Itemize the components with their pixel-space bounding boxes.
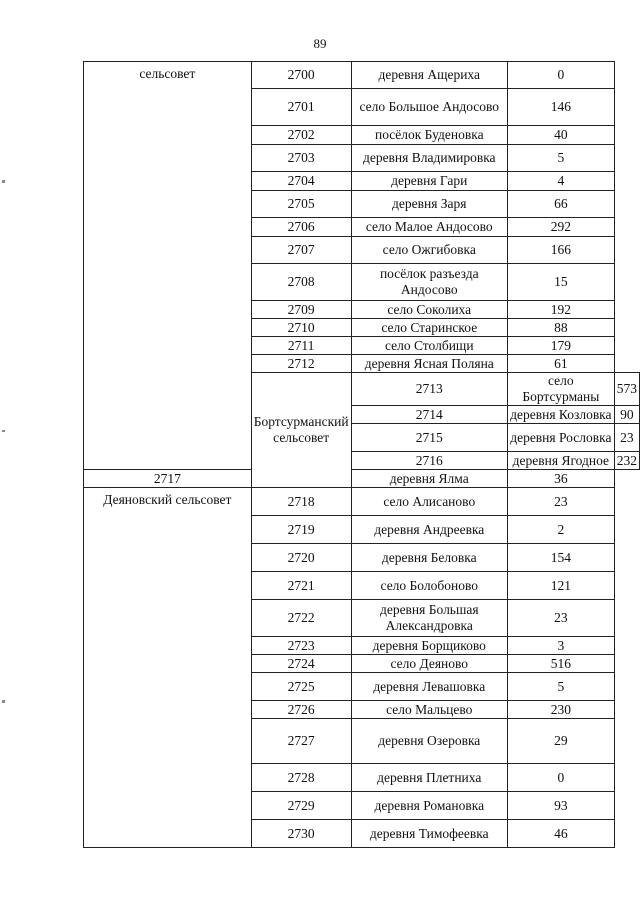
population-cell: 61 [507,355,614,373]
settlement-name-cell: деревня Заря [351,191,507,218]
population-cell: 23 [614,424,639,452]
population-cell: 15 [507,264,614,301]
settlement-name-cell: село Соколиха [351,301,507,319]
population-cell: 5 [507,145,614,172]
settlement-number-cell: 2704 [251,172,351,191]
settlement-number-cell: 2701 [251,89,351,126]
settlement-name-cell: деревня Рословка [507,424,614,452]
population-cell: 230 [507,701,614,719]
population-cell: 0 [507,62,614,89]
settlement-number-cell: 2729 [251,792,351,820]
population-cell: 292 [507,218,614,237]
population-cell: 36 [507,470,614,488]
settlement-number-cell: 2726 [251,701,351,719]
population-cell: 2 [507,516,614,544]
population-cell: 46 [507,820,614,848]
table-row [84,488,640,516]
population-cell: 23 [507,488,614,516]
settlement-number-cell: 2719 [251,516,351,544]
settlement-name-cell: деревня Ялма [351,470,507,488]
settlement-number-cell: 2713 [351,373,507,406]
population-cell: 166 [507,237,614,264]
population-cell: 4 [507,172,614,191]
population-cell: 3 [507,637,614,655]
settlement-number-cell: 2725 [251,673,351,701]
district-cell: сельсовет [84,62,252,470]
settlement-number-cell: 2722 [251,600,351,637]
settlement-number-cell: 2706 [251,218,351,237]
page-number: 89 [313,36,327,51]
settlement-name-cell: деревня Тимофеевка [351,820,507,848]
settlement-number-cell: 2702 [251,126,351,145]
population-cell: 232 [614,452,639,470]
settlement-name-cell: деревня Ясная Поляна [351,355,507,373]
settlement-name-cell: деревня Беловка [351,544,507,572]
settlement-number-cell: 2709 [251,301,351,319]
population-cell: 23 [507,600,614,637]
settlement-number-cell: 2717 [84,470,252,488]
population-cell: 88 [507,319,614,337]
population-cell: 0 [507,764,614,792]
table-body [84,62,640,848]
population-cell: 93 [507,792,614,820]
settlement-name-cell: село Ожгибовка [351,237,507,264]
settlement-name-cell: деревня Озеровка [351,719,507,764]
district-cell: Бортсурманский сельсовет [251,373,351,488]
settlement-name-cell: деревня Ягодное [507,452,614,470]
settlement-name-cell: село Большое Андосово [351,89,507,126]
settlement-number-cell: 2727 [251,719,351,764]
population-cell: 192 [507,301,614,319]
population-cell: 66 [507,191,614,218]
district-cell: Деяновский сельсовет [84,488,252,848]
settlement-name-cell: деревня Плетниха [351,764,507,792]
settlement-number-cell: 2708 [251,264,351,301]
settlement-name-cell: деревня Левашовка [351,673,507,701]
settlement-name-cell: деревня Романовка [351,792,507,820]
settlement-name-cell: деревня Владимировка [351,145,507,172]
settlement-number-cell: 2720 [251,544,351,572]
settlement-name-cell: деревня Большая Александровка [351,600,507,637]
settlement-number-cell: 2714 [351,406,507,424]
population-cell: 40 [507,126,614,145]
settlement-number-cell: 2712 [251,355,351,373]
population-cell: 179 [507,337,614,355]
settlement-number-cell: 2715 [351,424,507,452]
settlement-name-cell: село Болобоново [351,572,507,600]
population-cell: 573 [614,373,639,406]
settlement-number-cell: 2723 [251,637,351,655]
settlement-name-cell: посёлок Буденовка [351,126,507,145]
settlement-name-cell: деревня Ащериха [351,62,507,89]
settlement-number-cell: 2724 [251,655,351,673]
scan-mark [2,700,5,703]
settlement-number-cell: 2716 [351,452,507,470]
population-cell: 516 [507,655,614,673]
settlement-number-cell: 2703 [251,145,351,172]
population-cell: 90 [614,406,639,424]
settlement-name-cell: деревня Андреевка [351,516,507,544]
settlement-number-cell: 2710 [251,319,351,337]
settlement-name-cell: село Мальцево [351,701,507,719]
settlement-name-cell: село Бортсурманы [507,373,614,406]
settlement-number-cell: 2718 [251,488,351,516]
table-row [84,470,640,488]
settlements-table [83,61,640,848]
settlement-name-cell: село Столбищи [351,337,507,355]
settlement-name-cell: село Деяново [351,655,507,673]
scan-mark [2,430,5,432]
population-cell: 146 [507,89,614,126]
settlement-number-cell: 2700 [251,62,351,89]
settlement-name-cell: село Старинское [351,319,507,337]
settlement-name-cell: деревня Борщиково [351,637,507,655]
settlement-number-cell: 2721 [251,572,351,600]
scan-mark [2,180,5,183]
settlement-name-cell: село Алисаново [351,488,507,516]
settlement-number-cell: 2730 [251,820,351,848]
settlement-number-cell: 2728 [251,764,351,792]
population-cell: 29 [507,719,614,764]
settlement-number-cell: 2711 [251,337,351,355]
settlement-name-cell: село Малое Андосово [351,218,507,237]
population-cell: 121 [507,572,614,600]
settlement-number-cell: 2707 [251,237,351,264]
settlement-name-cell: деревня Гари [351,172,507,191]
table-row [84,62,640,89]
population-cell: 5 [507,673,614,701]
settlement-number-cell: 2705 [251,191,351,218]
settlement-name-cell: посёлок разъезда Андосово [351,264,507,301]
settlement-name-cell: деревня Козловка [507,406,614,424]
population-cell: 154 [507,544,614,572]
